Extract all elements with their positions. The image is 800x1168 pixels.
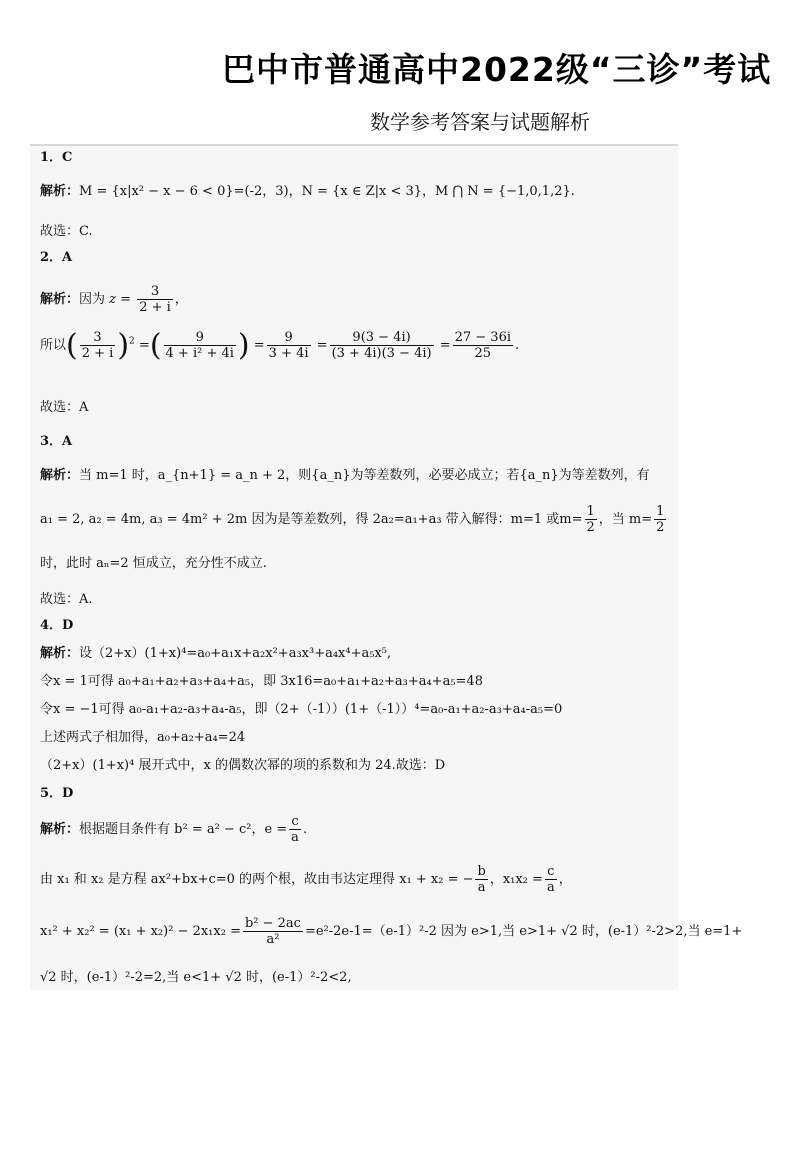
- q3-selection-value: A.: [79, 592, 93, 607]
- q4-solution-line1: [40, 642, 391, 661]
- fraction-denominator: 25: [474, 346, 492, 361]
- q2-solution-line1: [40, 284, 188, 315]
- q1-solution: [40, 180, 575, 199]
- fraction: [475, 864, 487, 895]
- fraction-numerator: c: [545, 864, 557, 880]
- fraction-denominator: 2 + i: [81, 346, 114, 361]
- fraction-numerator: 1: [586, 504, 595, 519]
- q5-text: =e²-2e-1=（e-1）²-2 因为 e>1,当 e>1+ √2 时，(e-1）²-2>2,当 e=1+: [304, 924, 743, 939]
- q5-text: x₁² + x₂² = (x₁ + x₂)² − 2x₁x₂ =: [40, 924, 241, 939]
- q2-text: 因为: [79, 292, 106, 307]
- jiexi-label: 解析：: [40, 184, 80, 199]
- q2-text: 所以: [40, 338, 67, 353]
- q5-text: 由 x₁ 和 x₂ 是方程 ax²+bx+c=0 的两个根，故由韦达定理得 x₁ + x₂ = −: [40, 872, 474, 887]
- fraction-denominator: 3 + 4i: [268, 346, 309, 361]
- jiexi-label: 解析：: [40, 822, 80, 837]
- q4-solution-line3: 令x = −1可得 a₀-a₁+a₂-a₃+a₄-a₅，即（2+（-1））(1+（-1））⁴=a₀-a₁+a₂-a₃+a₄-a₅=0: [40, 702, 563, 717]
- q4-solution-line2: 令x = 1可得 a₀+a₁+a₂+a₃+a₄+a₅，即 3x16=a₀+a₁+a₂+a₃+a₄+a₅=48: [40, 674, 483, 689]
- q1-number: 1．C: [40, 150, 73, 165]
- fraction: [654, 504, 666, 535]
- jiexi-label: 解析：: [40, 646, 80, 661]
- fraction: [453, 330, 513, 361]
- document-title: 巴中市普通高中2022级“三诊”考试: [222, 50, 772, 89]
- q5-solution-line2: 由 x₁ 和 x₂ 是方程 ax²+bx+c=0 的两个根，故由韦达定理得 x₁ + x₂ = − $\frac{b}{a}$ ，x₁x₂ = $\frac{c}{a}$ ，: [40, 864, 572, 895]
- fraction: [164, 330, 236, 361]
- fraction-numerator: 9: [164, 330, 236, 346]
- guxuan-label: 故选：: [40, 592, 80, 607]
- fraction-denominator: a: [546, 880, 555, 895]
- q5-text: 根据题目条件有 b² = a² − c²，e =: [79, 822, 288, 837]
- fraction: [243, 916, 303, 947]
- q3-solution-line3: 时，此时 aₙ=2 恒成立，充分性不成立.: [40, 556, 267, 571]
- q3-text: ，当 m=: [598, 512, 653, 527]
- q2-solution-line2: 所以( $\frac{3}{2 + i}$ )$^2$ =( $\frac{9}{\text{4 + i² + 4i}}$ ) = $\frac{9}{3 + 4i}$ = $\frac{9(3 - 4i)}{(3 + 4i)(3 - 4i)}$ = $\frac{27 - 36i}{25}$ .: [40, 328, 520, 363]
- q2-punct: ，: [174, 292, 188, 307]
- q2-z-expr: z =: [109, 292, 132, 307]
- q5-text: ，x₁x₂ =: [489, 872, 543, 887]
- fraction-numerator: 3: [137, 284, 173, 300]
- fraction: [289, 814, 301, 845]
- q5-solution-line3: [40, 916, 742, 947]
- q3-text: a₁ = 2, a₂ = 4m, a₃ = 4m² + 2m 因为是等差数列，得 2a₂=a₁+a₃ 带入解得：m=1 或m=: [40, 512, 583, 527]
- fraction-denominator: 2: [656, 520, 665, 535]
- fraction-numerator: 9(3 − 4i): [330, 330, 434, 346]
- q2-number: 2．A: [40, 250, 73, 265]
- guxuan-label: 故选：: [40, 224, 80, 239]
- fraction-denominator: (3 + 4i)(3 − 4i): [331, 346, 432, 361]
- q3-text: 当 m=1 时，a_{n+1} = a_n + 2，则{a_n}为等差数列，必要必成立；若{a_n}为等差数列，有: [79, 468, 650, 483]
- fraction-numerator: b² − 2ac: [244, 916, 301, 931]
- jiexi-label: 解析：: [40, 292, 80, 307]
- q2-selection: [40, 396, 88, 415]
- q3-solution-line1: [40, 464, 650, 483]
- fraction-denominator: 2 + i: [139, 300, 171, 315]
- fraction-denominator: a: [291, 830, 299, 845]
- guxuan-label: 故选：: [40, 400, 80, 415]
- fraction-numerator: b: [477, 864, 486, 879]
- fraction-denominator: 2: [586, 520, 595, 535]
- blank-page-area: [0, 990, 800, 1168]
- q4-text: 设（2+x）(1+x)⁴=a₀+a₁x+a₂x²+a₃x³+a₄x⁴+a₅x⁵,: [79, 646, 392, 661]
- q3-number: 3．A: [40, 434, 73, 449]
- fraction-numerator: 3: [80, 330, 116, 346]
- fraction-denominator: a²: [266, 932, 280, 947]
- q5-solution-line4: √2 时，(e-1）²-2=2,当 e<1+ √2 时，(e-1）²-2<2,: [40, 970, 352, 985]
- q2-selection-value: A: [79, 400, 89, 415]
- q1-solution-text: M = {x|x² − x − 6 < 0}=(-2，3)，N = {x ∈ Z|x < 3}，M ⋂ N = {−1,0,1,2}.: [79, 184, 575, 199]
- fraction-denominator: 4 + i² + 4i: [165, 346, 234, 361]
- fraction: [267, 330, 311, 361]
- document-subtitle: 数学参考答案与试题解析: [370, 110, 590, 134]
- q1-selection-value: C.: [79, 224, 93, 239]
- fraction: [330, 330, 434, 361]
- fraction: [80, 330, 116, 361]
- fraction-denominator: a: [477, 880, 486, 895]
- q4-number: 4．D: [40, 618, 74, 633]
- q4-solution-line5: （2+x）(1+x)⁴ 展开式中，x 的偶数次幂的项的系数和为 24.故选：D: [40, 758, 446, 773]
- fraction-numerator: 27 − 36i: [454, 330, 512, 345]
- q5-number: 5．D: [40, 786, 74, 801]
- jiexi-label: 解析：: [40, 468, 80, 483]
- q5-solution-line1: 解析：根据题目条件有 b² = a² − c²，e = $\frac{c}{a}$ .: [40, 814, 308, 845]
- q3-selection: [40, 588, 93, 607]
- fraction-numerator: 1: [656, 504, 665, 519]
- fraction: [545, 864, 557, 895]
- fraction: [585, 504, 597, 535]
- q4-solution-line4: 上述两式子相加得，a₀+a₂+a₄=24: [40, 730, 246, 745]
- fraction-numerator: c: [289, 814, 301, 830]
- q3-solution-line2: [40, 504, 668, 535]
- fraction: [137, 284, 173, 315]
- q1-selection: [40, 220, 93, 239]
- fraction-numerator: 9: [267, 330, 311, 346]
